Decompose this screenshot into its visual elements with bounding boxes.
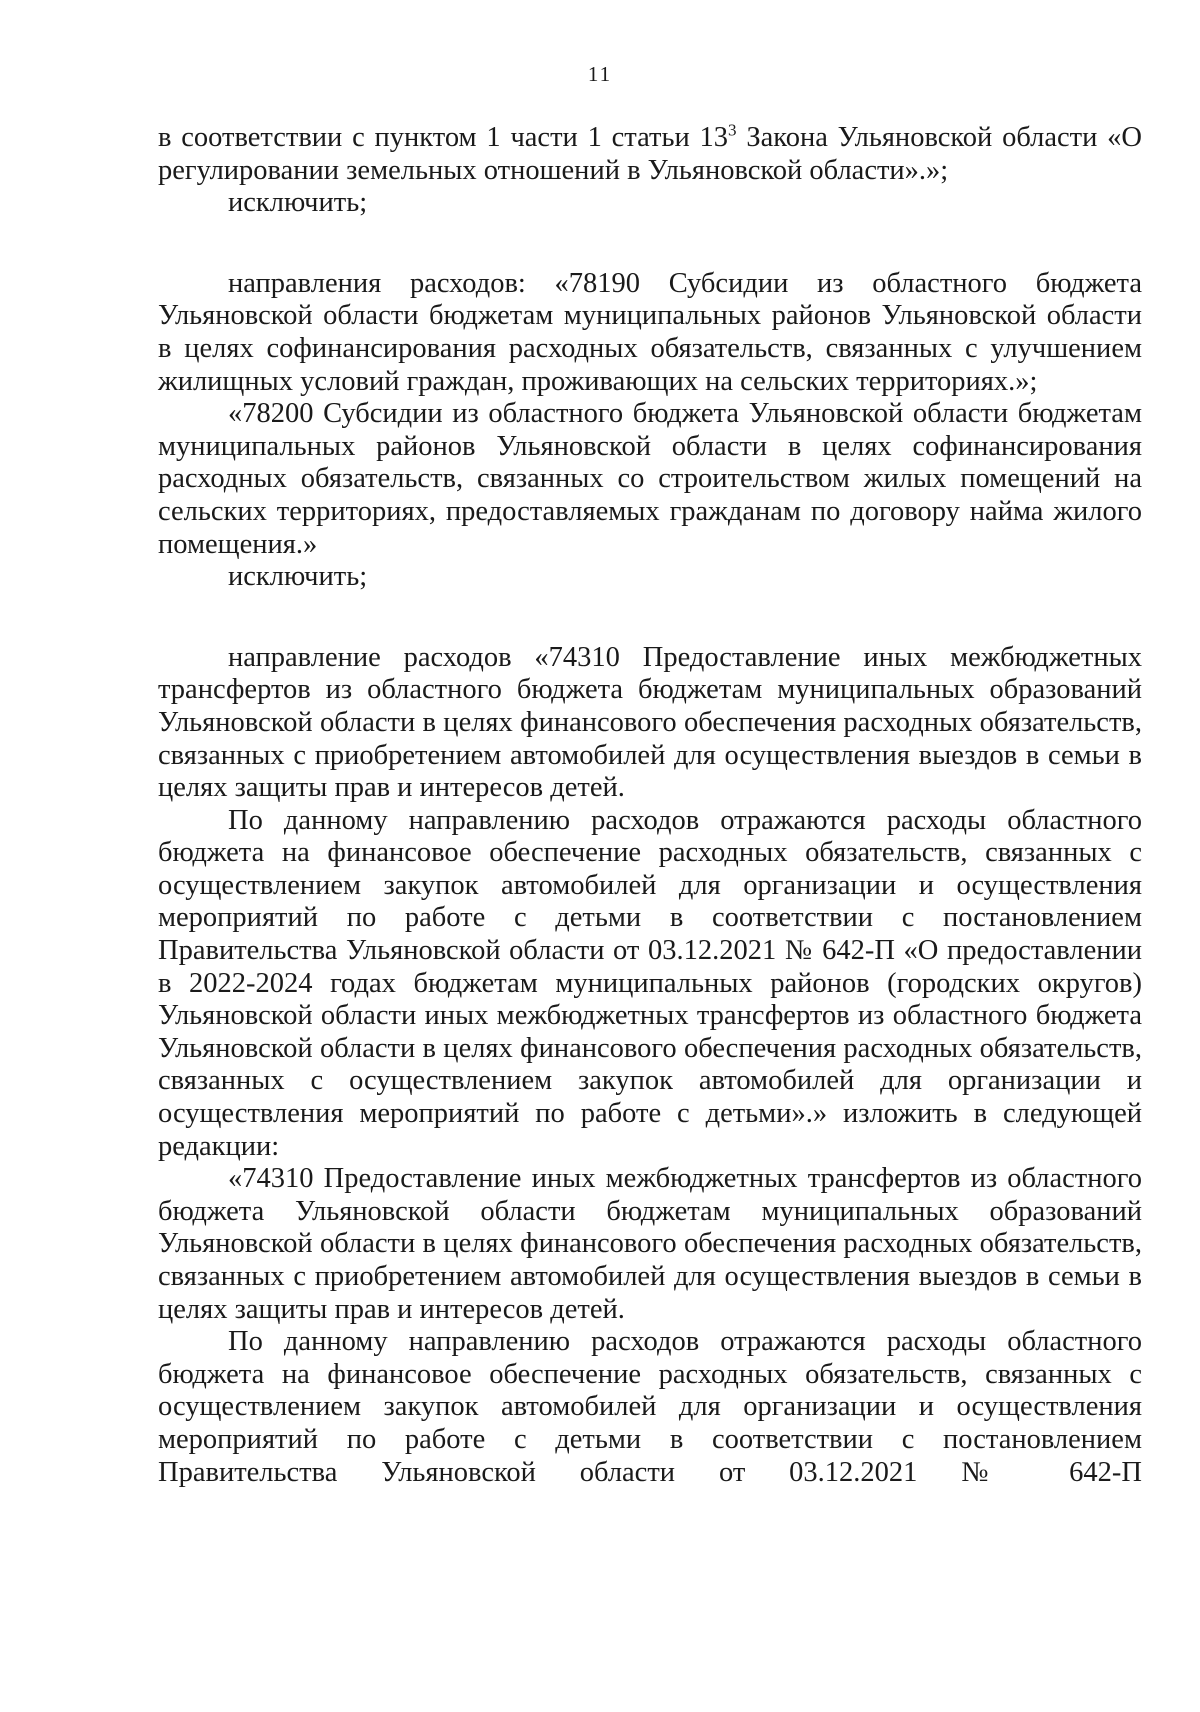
page-number: 11 (587, 62, 613, 86)
paragraph-law-reference-start: в соответствии с пунктом 1 части 1 статьи 13 (158, 122, 729, 153)
paragraph-expense-74310-new-edition: «74310 Предоставление иных межбюджетных трансфертов из областного бюджета Ульяновской области бюджетам муниципальных образований Ульяновской области в целях финансового обеспечения расходных обязательств, связанных с приобретением автомобилей для осуществления выездов в семьи в целях защиты прав и интересов детей. (158, 1163, 1142, 1325)
paragraph-law-reference-end: Закона Ульяновской области «О регулировании земельных отношений в Ульяновской области».»; (158, 122, 1142, 186)
paragraph-exclude-2: исключить; (228, 561, 368, 593)
paragraph-expense-74310-new-description: По данному направлению расходов отражаются расходы областного бюджета на финансовое обеспечение расходных обязательств, связанных с осуществлением закупок автомобилей для организации и осуществления мероприятий по работе с детьми в соответствии с постановлением Правительства Ульяновской области от 03.12.2021 № 642-П (158, 1326, 1142, 1488)
document-body (158, 122, 1142, 1489)
paragraph-law-reference (158, 122, 1142, 187)
paragraph-exclude-1: исключить; (228, 187, 368, 219)
superscript-article-index: 3 (728, 120, 737, 140)
paragraph-expense-74310-description: По данному направлению расходов отражаются расходы областного бюджета на финансовое обеспечение расходных обязательств, связанных с осуществлением закупок автомобилей для организации и осуществления мероприятий по работе с детьми в соответствии с постановлением Правительства Ульяновской области от 03.12.2021 № 642-П «О предоставлении в 2022-2024 годах бюджетам муниципальных районов (городских округов) Ульяновской области иных межбюджетных трансфертов из областного бюджета Ульяновской области в целях финансового обеспечения расходных обязательств, связанных с осуществлением закупок автомобилей для организации и осуществления мероприятий по работе с детьми».» изложить в следующей редакции: (158, 804, 1142, 1162)
paragraph-expense-74310: направление расходов «74310 Предоставление иных межбюджетных трансфертов из областного бюджета бюджетам муниципальных образований Ульяновской области в целях финансового обеспечения расходных обязательств, связанных с приобретением автомобилей для осуществления выездов в семьи в целях защиты прав и интересов детей. (158, 641, 1142, 804)
paragraph-expense-78200: «78200 Субсидии из областного бюджета Ульяновской области бюджетам муниципальных районов Ульяновской области в целях софинансирования расходных обязательств, связанных со строительством жилых помещений на сельских территориях, предоставляемых гражданам по договору найма жилого помещения.» (158, 398, 1142, 560)
paragraph-expense-78190: направления расходов: «78190 Субсидии из областного бюджета Ульяновской области бюджетам муниципальных районов Ульяновской области в целях софинансирования расходных обязательств, связанных с улучшением жилищных условий граждан, проживающих на сельских территориях.»; (158, 267, 1142, 397)
